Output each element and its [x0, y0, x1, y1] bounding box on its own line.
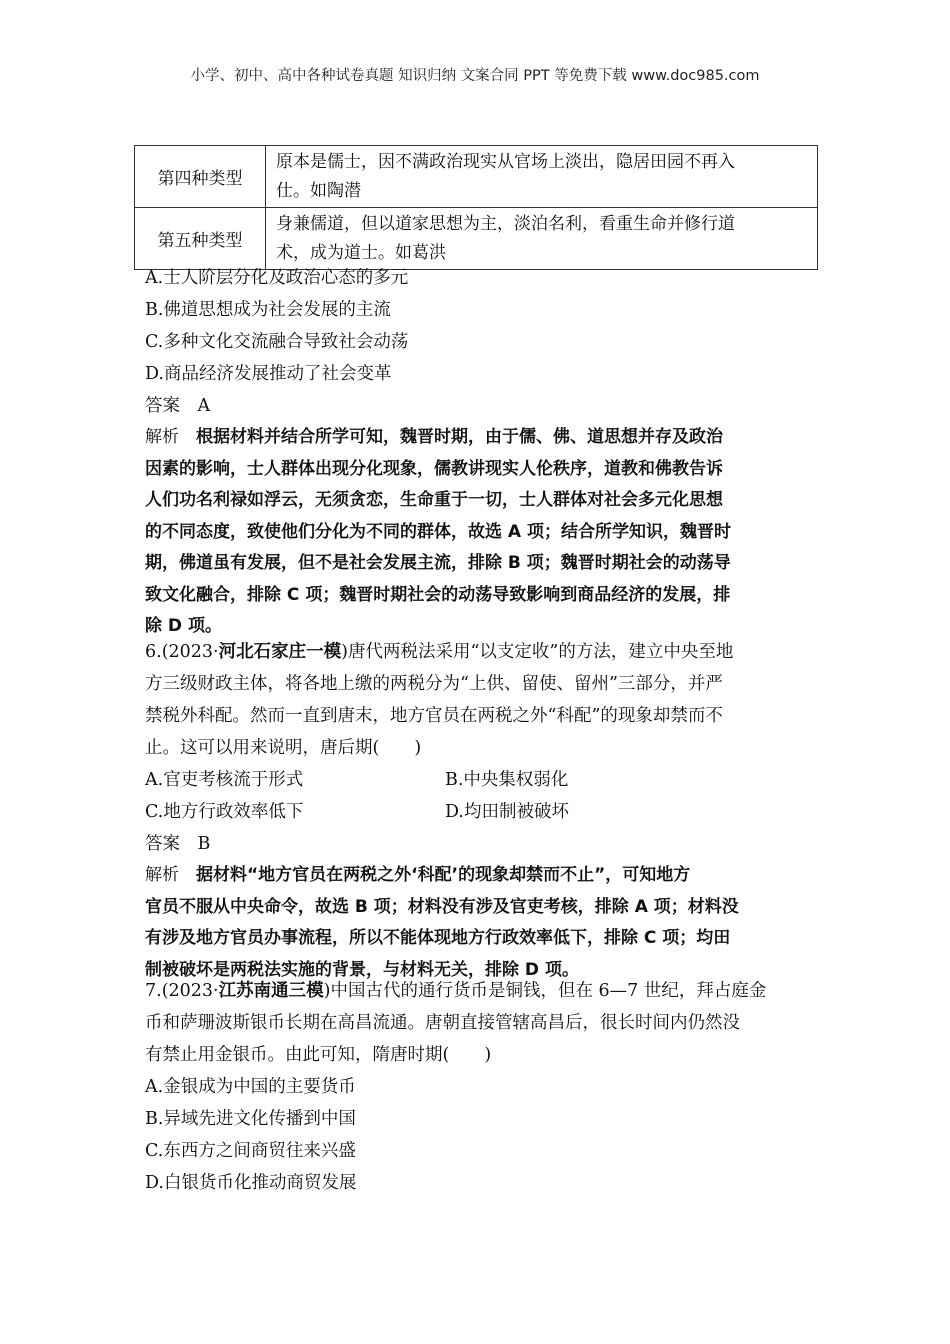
analysis: 解析 据材料“地方官员在两税之外‘科配’的现象却禁而不止”，可知地方 官员不服从中央命令，故选 B 项；材料没有涉及官吏考核，排除 A 项；材料没 有涉及地方官员办事流程，所以不能体现地方行政效率低下，排除 C 项；均田 制被破坏是两税法实施的背景，与材料无关，排除 D 项。: [145, 865, 739, 980]
type-label: 第五种类型: [135, 208, 266, 270]
answer-value: B: [197, 834, 211, 854]
answer-label: 答案: [145, 834, 180, 854]
question-source: 河北石家庄一模: [218, 642, 342, 662]
answer-value: A: [197, 396, 211, 416]
q7-block: 7.(2023·江苏南通三模)中国古代的通行货币是铜钱，但在 6—7 世纪，拜占庭金 币和萨珊波斯银币长期在高昌流通。唐朝直接管辖高昌后，很长时间内仍然没 有禁止用金银币。由此可知，隋唐时期( ) A.金银成为中国的主要货币 B.异域先进文化传播到中国 C.东西方之间商贸往来兴盛 D.白银货币化推动商贸发展: [145, 975, 807, 1199]
analysis: 解析 根据材料并结合所学可知，魏晋时期，由于儒、佛、道思想并存及政治 因素的影响，士人群体出现分化现象，儒教讲现实人伦秩序，道教和佛教告诉 人们功名利禄如浮云，无须贪恋，生命重于一切，士人群体对社会多元化思想 的不同态度，致使他们分化为不同的群体，故选 A 项；结合所学知识，魏晋时 期，佛道虽有发展，但不是社会发展主流，排除 B 项；魏晋时期社会的动荡导 致文化融合，排除 C 项；魏晋时期社会的动荡导致影响到商品经济的发展，排 除 D 项。: [145, 427, 731, 636]
answer-line: [145, 828, 807, 860]
analysis-label: 解析: [145, 865, 179, 885]
option-c: C.地方行政效率低下: [145, 802, 304, 822]
option-b: B.中央集权弱化: [445, 770, 569, 790]
option-d: D.均田制被破坏: [445, 802, 569, 822]
option-d: D.商品经济发展推动了社会变革: [145, 364, 392, 384]
table-row: [135, 146, 818, 208]
option-c: C.东西方之间商贸往来兴盛: [145, 1141, 356, 1161]
type-label: 第四种类型: [135, 146, 266, 208]
option-b: B.佛道思想成为社会发展的主流: [145, 300, 391, 320]
option-b: B.异域先进文化传播到中国: [145, 1109, 356, 1129]
option-c: C.多种文化交流融合导致社会动荡: [145, 332, 409, 352]
question-stem: 7.(2023·江苏南通三模)中国古代的通行货币是铜钱，但在 6—7 世纪，拜占庭金: [145, 981, 767, 1001]
table-row: [135, 208, 818, 270]
option-a: A.士人阶层分化及政治心态的多元: [145, 268, 409, 288]
option-a: A.金银成为中国的主要货币: [145, 1077, 356, 1097]
q5-block: [145, 262, 807, 643]
types-table: [134, 145, 818, 270]
option-a: A.官吏考核流于形式: [145, 770, 304, 790]
option-d: D.白银货币化推动商贸发展: [145, 1173, 357, 1193]
page-header: 小学、初中、高中各种试卷真题 知识归纳 文案合同 PPT 等免费下载 www.doc985.com: [190, 68, 760, 84]
type-description: 身兼儒道，但以道家思想为主，淡泊名利，看重生命并修行道 术，成为道士。如葛洪: [266, 208, 818, 270]
answer-label: 答案: [145, 396, 180, 416]
question-source: 江苏南通三模: [218, 981, 324, 1001]
q6-block: 6.(2023·河北石家庄一模)唐代两税法采用“以支定收”的方法，建立中央至地 方三级财政主体，将各地上缴的两税分为“上供、留使、留州”三部分，并严 禁税外科配。然而一直到唐末，地方官员在两税之外“科配”的现象却禁而不 止。这可以用来说明，唐后期( ) A.官吏考核流于形式 B.中央集权弱化 C.地方行政效率低下 D.均田制被破坏 答案 B 解析 据材料“地方官员在两税之外‘科配’的现象却禁而不止”，可知地方 官员不服从中央命令，故选 B 项；材料没有涉及官吏考核，排除 A 项；材料没 有涉及地方官员办事流程，所以不能体现地方行政效率低下，排除 C 项；均田 制被破坏是两税法实施的背景，与材料无关，排除 D 项。: [145, 636, 807, 986]
question-stem: 6.(2023·河北石家庄一模)唐代两税法采用“以支定收”的方法，建立中央至地: [145, 642, 734, 662]
answer-line: [145, 390, 807, 422]
type-description: 原本是儒士，因不满政治现实从官场上淡出，隐居田园不再入 仕。如陶潜: [266, 146, 818, 208]
analysis-label: 解析: [145, 427, 179, 447]
